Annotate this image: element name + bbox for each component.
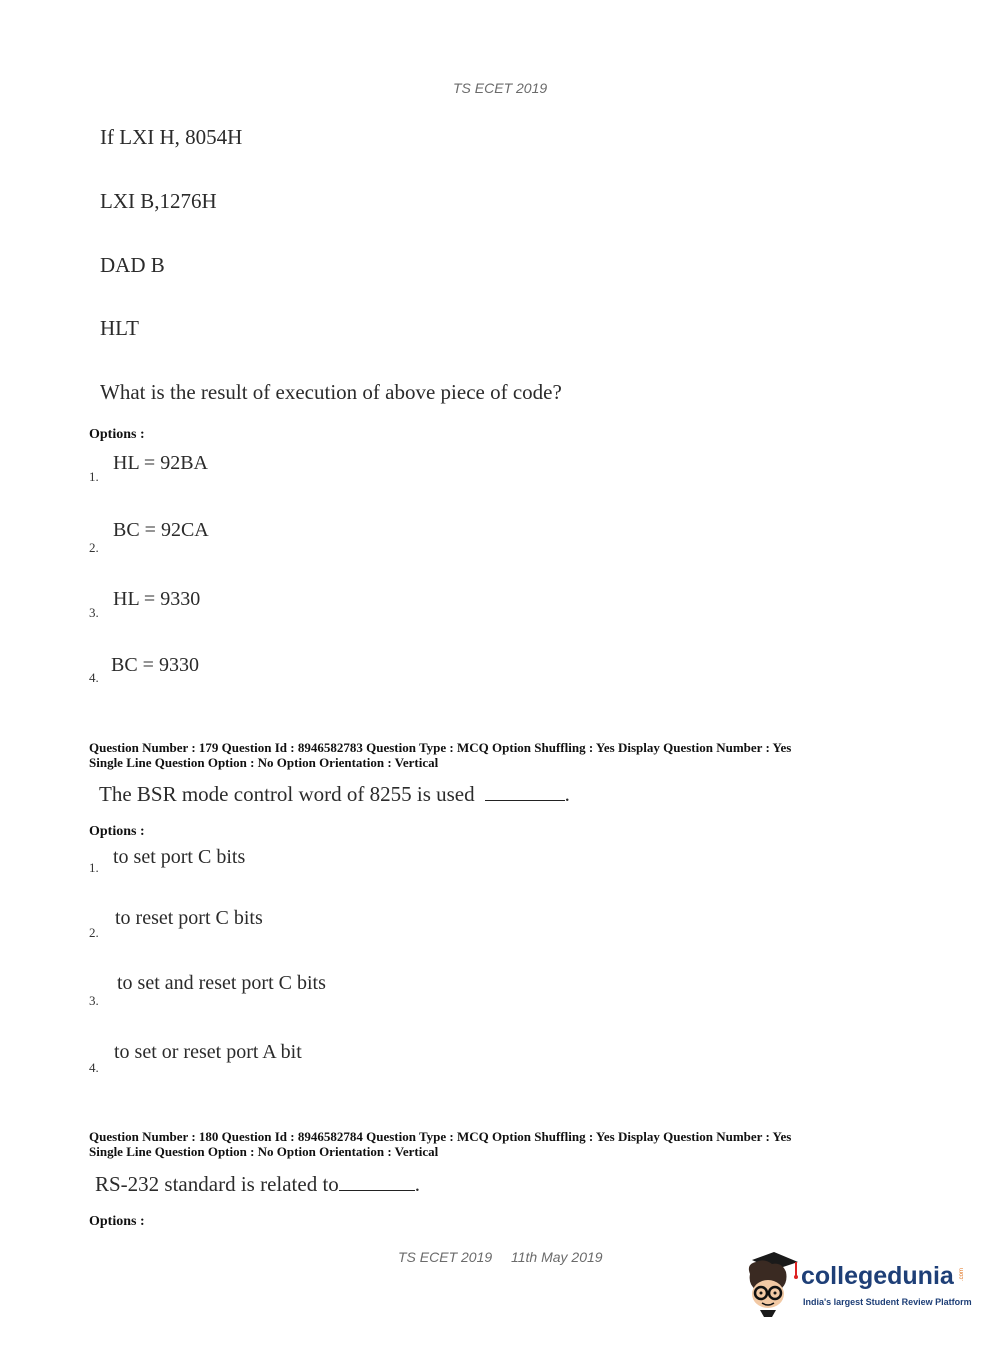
question-text xyxy=(99,782,570,807)
question-body: RS-232 standard is related to xyxy=(95,1172,339,1196)
question-meta: Question Number : 179 Question Id : 8946582783 Question Type : MCQ Option Shuffling : Yes Display Question Number : Yes xyxy=(89,740,792,755)
code-line: LXI B,1276H xyxy=(100,189,217,213)
option-number: 3. xyxy=(89,993,99,1008)
answer-blank xyxy=(485,786,565,801)
mascot-icon xyxy=(742,1250,802,1318)
logo-name: collegedunia xyxy=(801,1262,954,1290)
option-text: to set and reset port C bits xyxy=(117,972,326,994)
answer-blank xyxy=(339,1176,415,1191)
code-line: HLT xyxy=(100,316,139,340)
option-text: to reset port C bits xyxy=(115,907,263,929)
option-text: to set port C bits xyxy=(113,846,246,868)
option-number: 4. xyxy=(89,1060,99,1075)
options-label: Options : xyxy=(89,824,145,839)
page-header: TS ECET 2019 xyxy=(453,80,548,96)
option-text: HL = 9330 xyxy=(113,588,201,610)
code-line: DAD B xyxy=(100,253,165,277)
option-number: 2. xyxy=(89,540,99,555)
question-body: The BSR mode control word of 8255 is used xyxy=(99,782,475,806)
option-text: to set or reset port A bit xyxy=(114,1041,302,1063)
option-number: 4. xyxy=(89,670,99,685)
question-text: What is the result of execution of above piece of code? xyxy=(100,380,562,404)
option-number: 1. xyxy=(89,860,99,875)
logo-tagline: India's largest Student Review Platform xyxy=(803,1297,972,1307)
question-period: . xyxy=(414,1172,421,1196)
option-text: BC = 9330 xyxy=(111,654,199,676)
logo-suffix: .com xyxy=(959,1268,965,1282)
question-period: . xyxy=(564,782,570,806)
option-number: 1. xyxy=(89,469,99,484)
option-number: 2. xyxy=(89,925,99,940)
question-meta: Question Number : 180 Question Id : 8946582784 Question Type : MCQ Option Shuffling : Yes Display Question Number : Yes xyxy=(89,1129,792,1144)
question-text xyxy=(95,1172,420,1197)
option-text: HL = 92BA xyxy=(113,452,208,474)
footer-exam: TS ECET 2019 xyxy=(398,1249,493,1265)
question-meta: Single Line Question Option : No Option Orientation : Vertical xyxy=(89,1144,439,1159)
footer-date: 11th May 2019 xyxy=(511,1249,603,1265)
options-label: Options : xyxy=(89,427,145,442)
option-number: 3. xyxy=(89,605,99,620)
code-line: If LXI H, 8054H xyxy=(100,125,243,149)
question-meta: Single Line Question Option : No Option Orientation : Vertical xyxy=(89,755,439,770)
options-label: Options : xyxy=(89,1214,145,1229)
option-text: BC = 92CA xyxy=(113,519,209,541)
